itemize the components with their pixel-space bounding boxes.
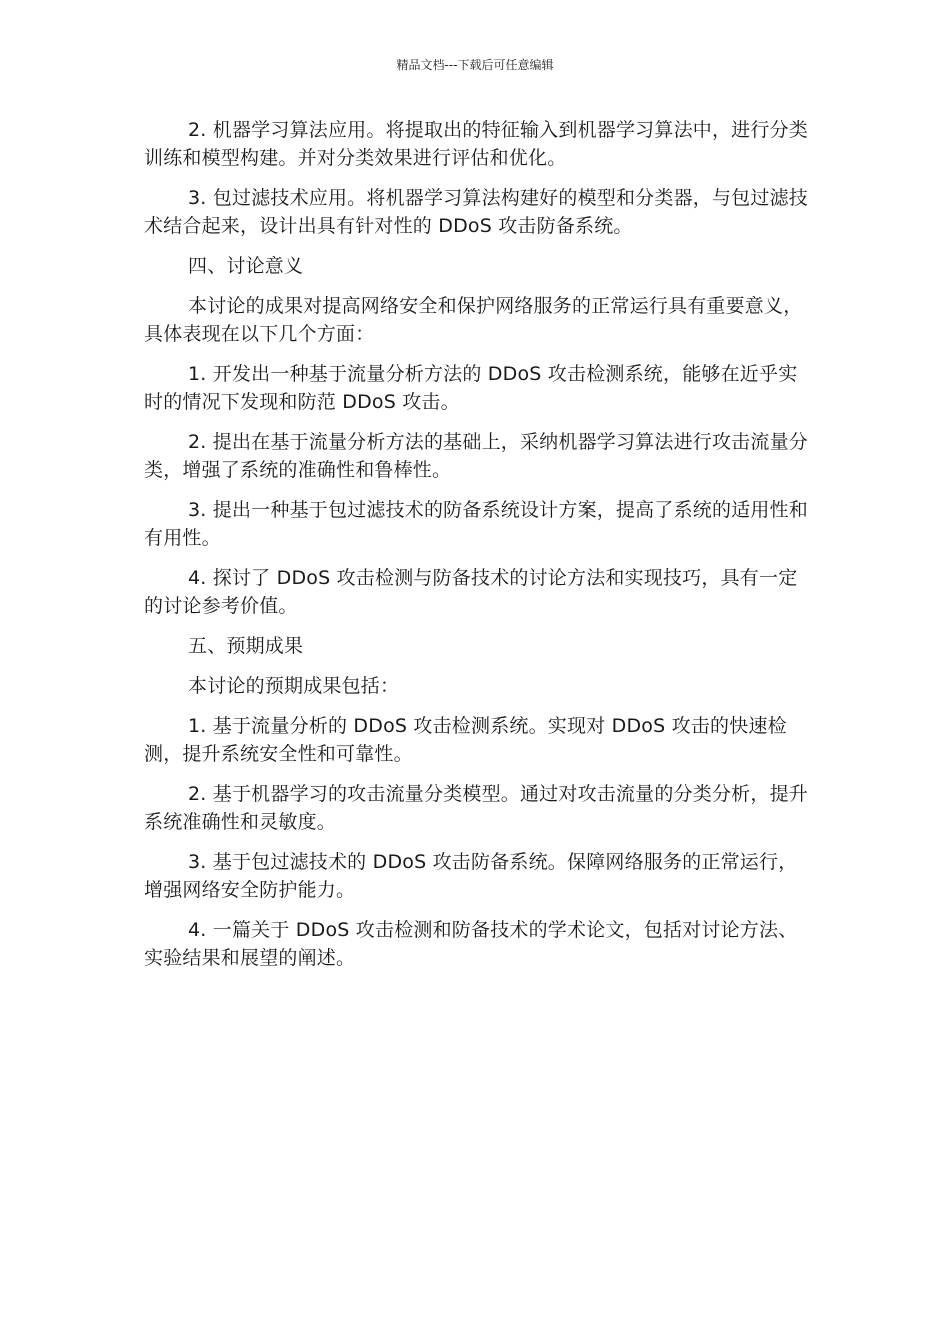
list-item: 3. 提出一种基于包过滤技术的防备系统设计方案，提高了系统的适用性和有用性。 bbox=[144, 499, 808, 549]
list-item: 3. 包过滤技术应用。将机器学习算法构建好的模型和分类器，与包过滤技术结合起来，设计出具有针对性的 DDoS 攻击防备系统。 bbox=[144, 187, 808, 237]
body-paragraph: 本讨论的预期成果包括： bbox=[188, 675, 400, 697]
list-item: 4. 探讨了 DDoS 攻击检测与防备技术的讨论方法和实现技巧，具有一定的讨论参考价值。 bbox=[144, 567, 798, 617]
page-header: 精品文档---下载后可任意编辑 bbox=[396, 58, 554, 72]
list-item: 2. 提出在基于流量分析方法的基础上，采纳机器学习算法进行攻击流量分类，增强了系统的准确性和鲁棒性。 bbox=[144, 431, 808, 481]
document-body bbox=[144, 116, 810, 984]
section-heading: 五、预期成果 bbox=[188, 635, 304, 657]
list-item: 2. 基于机器学习的攻击流量分类模型。通过对攻击流量的分类分析，提升系统准确性和灵敏度。 bbox=[144, 783, 808, 833]
body-paragraph: 本讨论的成果对提高网络安全和保护网络服务的正常运行具有重要意义，具体表现在以下几个方面： bbox=[144, 295, 803, 345]
list-item: 3. 基于包过滤技术的 DDoS 攻击防备系统。保障网络服务的正常运行，增强网络安全防护能力。 bbox=[144, 851, 798, 901]
list-item: 2. 机器学习算法应用。将提取出的特征输入到机器学习算法中，进行分类训练和模型构建。并对分类效果进行评估和优化。 bbox=[144, 119, 808, 169]
section-heading: 四、讨论意义 bbox=[188, 255, 304, 277]
list-item: 1. 开发出一种基于流量分析方法的 DDoS 攻击检测系统，能够在近乎实时的情况下发现和防范 DDoS 攻击。 bbox=[144, 363, 798, 413]
list-item: 1. 基于流量分析的 DDoS 攻击检测系统。实现对 DDoS 攻击的快速检测，提升系统安全性和可靠性。 bbox=[144, 715, 787, 765]
list-item: 4. 一篇关于 DDoS 攻击检测和防备技术的学术论文，包括对讨论方法、实验结果和展望的阐述。 bbox=[144, 919, 798, 969]
